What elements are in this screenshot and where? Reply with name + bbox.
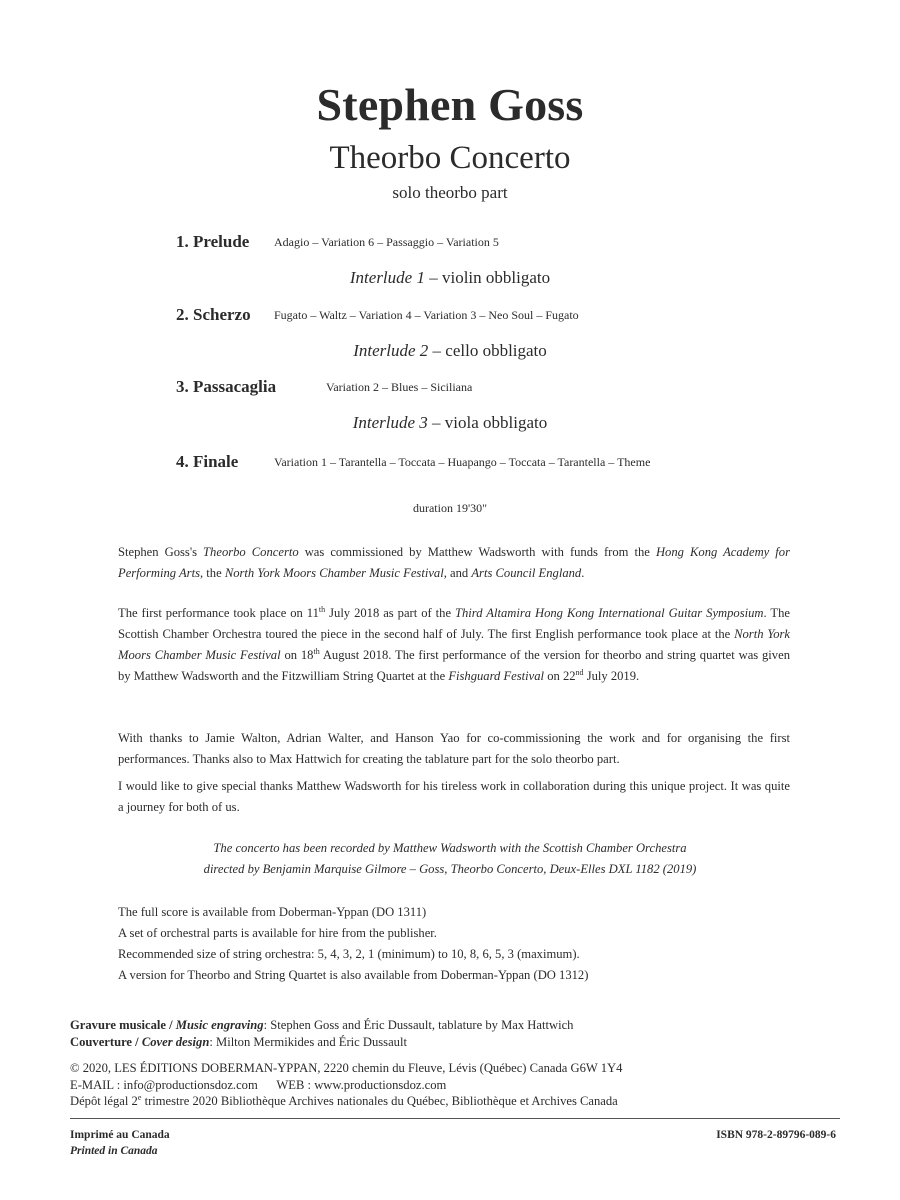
- credits: [70, 1017, 573, 1050]
- interlude-1: [0, 268, 900, 288]
- availability-line: The full score is available from Doberman-Yppan (DO 1311): [118, 905, 427, 919]
- engraving-credit: Gravure musicale / Music engraving: Stephen Goss and Éric Dussault, tablature by Max Hattwich: [70, 1018, 574, 1032]
- availability-line: Recommended size of string orchestra: 5, 4, 3, 2, 1 (minimum) to 10, 8, 6, 5, 3 (maximum).: [118, 947, 580, 961]
- printed-in: [70, 1127, 170, 1159]
- interlude-name: Interlude 2: [353, 341, 429, 360]
- legal-deposit-line: Dépôt légal 2e trimestre 2020 Bibliothèque Archives nationales du Québec, Bibliothèque et Archives Canada: [70, 1092, 618, 1108]
- work-title: Theorbo Concerto: [329, 140, 571, 176]
- isbn: ISBN 978-2-89796-089-6: [716, 1129, 836, 1141]
- printed-fr: Imprimé au Canada: [70, 1129, 170, 1141]
- recording-line-2: directed by Benjamin Marquise Gilmore – Goss, Theorbo Concerto, Deux-Elles DXL 1182 (2019): [203, 862, 697, 876]
- movement-sections: Fugato – Waltz – Variation 4 – Variation 3 – Neo Soul – Fugato: [274, 308, 579, 322]
- movement-number: 4. Finale: [176, 452, 239, 471]
- footer-divider: [70, 1118, 840, 1119]
- work-subtitle: solo theorbo part: [392, 183, 508, 202]
- movement-2: [176, 305, 579, 325]
- composer-name: Stephen Goss: [316, 79, 584, 130]
- recording-line-1: The concerto has been recorded by Matthew Wadsworth with the Scottish Chamber Orchestra: [213, 841, 687, 855]
- interlude-2: [0, 341, 900, 361]
- movement-number: 2. Scherzo: [176, 305, 251, 324]
- note-first-performance: The first performance took place on 11th July 2018 as part of the Third Altamira Hong Kong International Guitar Symposium. The Scottish Chamber Orchestra toured the piece in the second half of July. The first English performance took place at the North York Moors Chamber Music Festival on 18th August 2018. The first performance of the version for theorbo and string quartet was given by Matthew Wadsworth and the Fitzwilliam String Quartet at the Fishguard Festival on 22nd July 2019.: [118, 604, 790, 683]
- movement-number: 3. Passacaglia: [176, 377, 277, 396]
- note-special-thanks: I would like to give special thanks Matthew Wadsworth for his tireless work in collaboration during this unique project. It was quite a journey for both of us.: [118, 779, 790, 814]
- interlude-name: Interlude 3: [352, 413, 428, 432]
- movement-4: [176, 452, 650, 472]
- duration: duration 19'30": [412, 501, 488, 515]
- copyright-line: © 2020, LES ÉDITIONS DOBERMAN-YPPAN, 2220 chemin du Fleuve, Lévis (Québec) Canada G6W 1Y4: [70, 1061, 623, 1075]
- note-thanks: With thanks to Jamie Walton, Adrian Walter, and Hanson Yao for co-commissioning the work and for organising the first performances. Thanks also to Max Hattwich for creating the tablature part for the solo theorbo part.: [118, 731, 790, 766]
- interlude-instrument: – cello obbligato: [428, 341, 547, 360]
- interlude-instrument: – violin obbligato: [424, 268, 551, 287]
- interlude-name: Interlude 1: [349, 268, 425, 287]
- publisher-info: [70, 1060, 622, 1110]
- availability-line: A set of orchestral parts is available for hire from the publisher.: [118, 926, 437, 940]
- cover-credit: Couverture / Cover design: Milton Mermikides and Éric Dussault: [70, 1034, 407, 1049]
- movement-sections: Variation 2 – Blues – Siciliana: [326, 380, 473, 394]
- note-commission: Stephen Goss's Theorbo Concerto was commissioned by Matthew Wadsworth with funds from the Hong Kong Academy for Performing Arts, the North York Moors Chamber Music Festival, and Arts Council England.: [118, 545, 791, 580]
- movement-1: [176, 232, 499, 252]
- availability-line: A version for Theorbo and String Quartet is also available from Doberman-Yppan (DO 1312): [118, 968, 589, 982]
- printed-en: Printed in Canada: [70, 1145, 158, 1157]
- movement-sections: Variation 1 – Tarantella – Toccata – Huapango – Toccata – Tarantella – Theme: [274, 455, 651, 469]
- movement-3: [176, 377, 472, 397]
- interlude-3: [0, 413, 900, 433]
- interlude-instrument: – viola obbligato: [427, 413, 548, 432]
- movement-number: 1. Prelude: [176, 232, 250, 251]
- contact-line: E-MAIL : info@productionsdoz.com WEB : www.productionsdoz.com: [70, 1077, 447, 1092]
- movement-sections: Adagio – Variation 6 – Passaggio – Variation 5: [274, 235, 499, 249]
- availability-list: [118, 902, 588, 986]
